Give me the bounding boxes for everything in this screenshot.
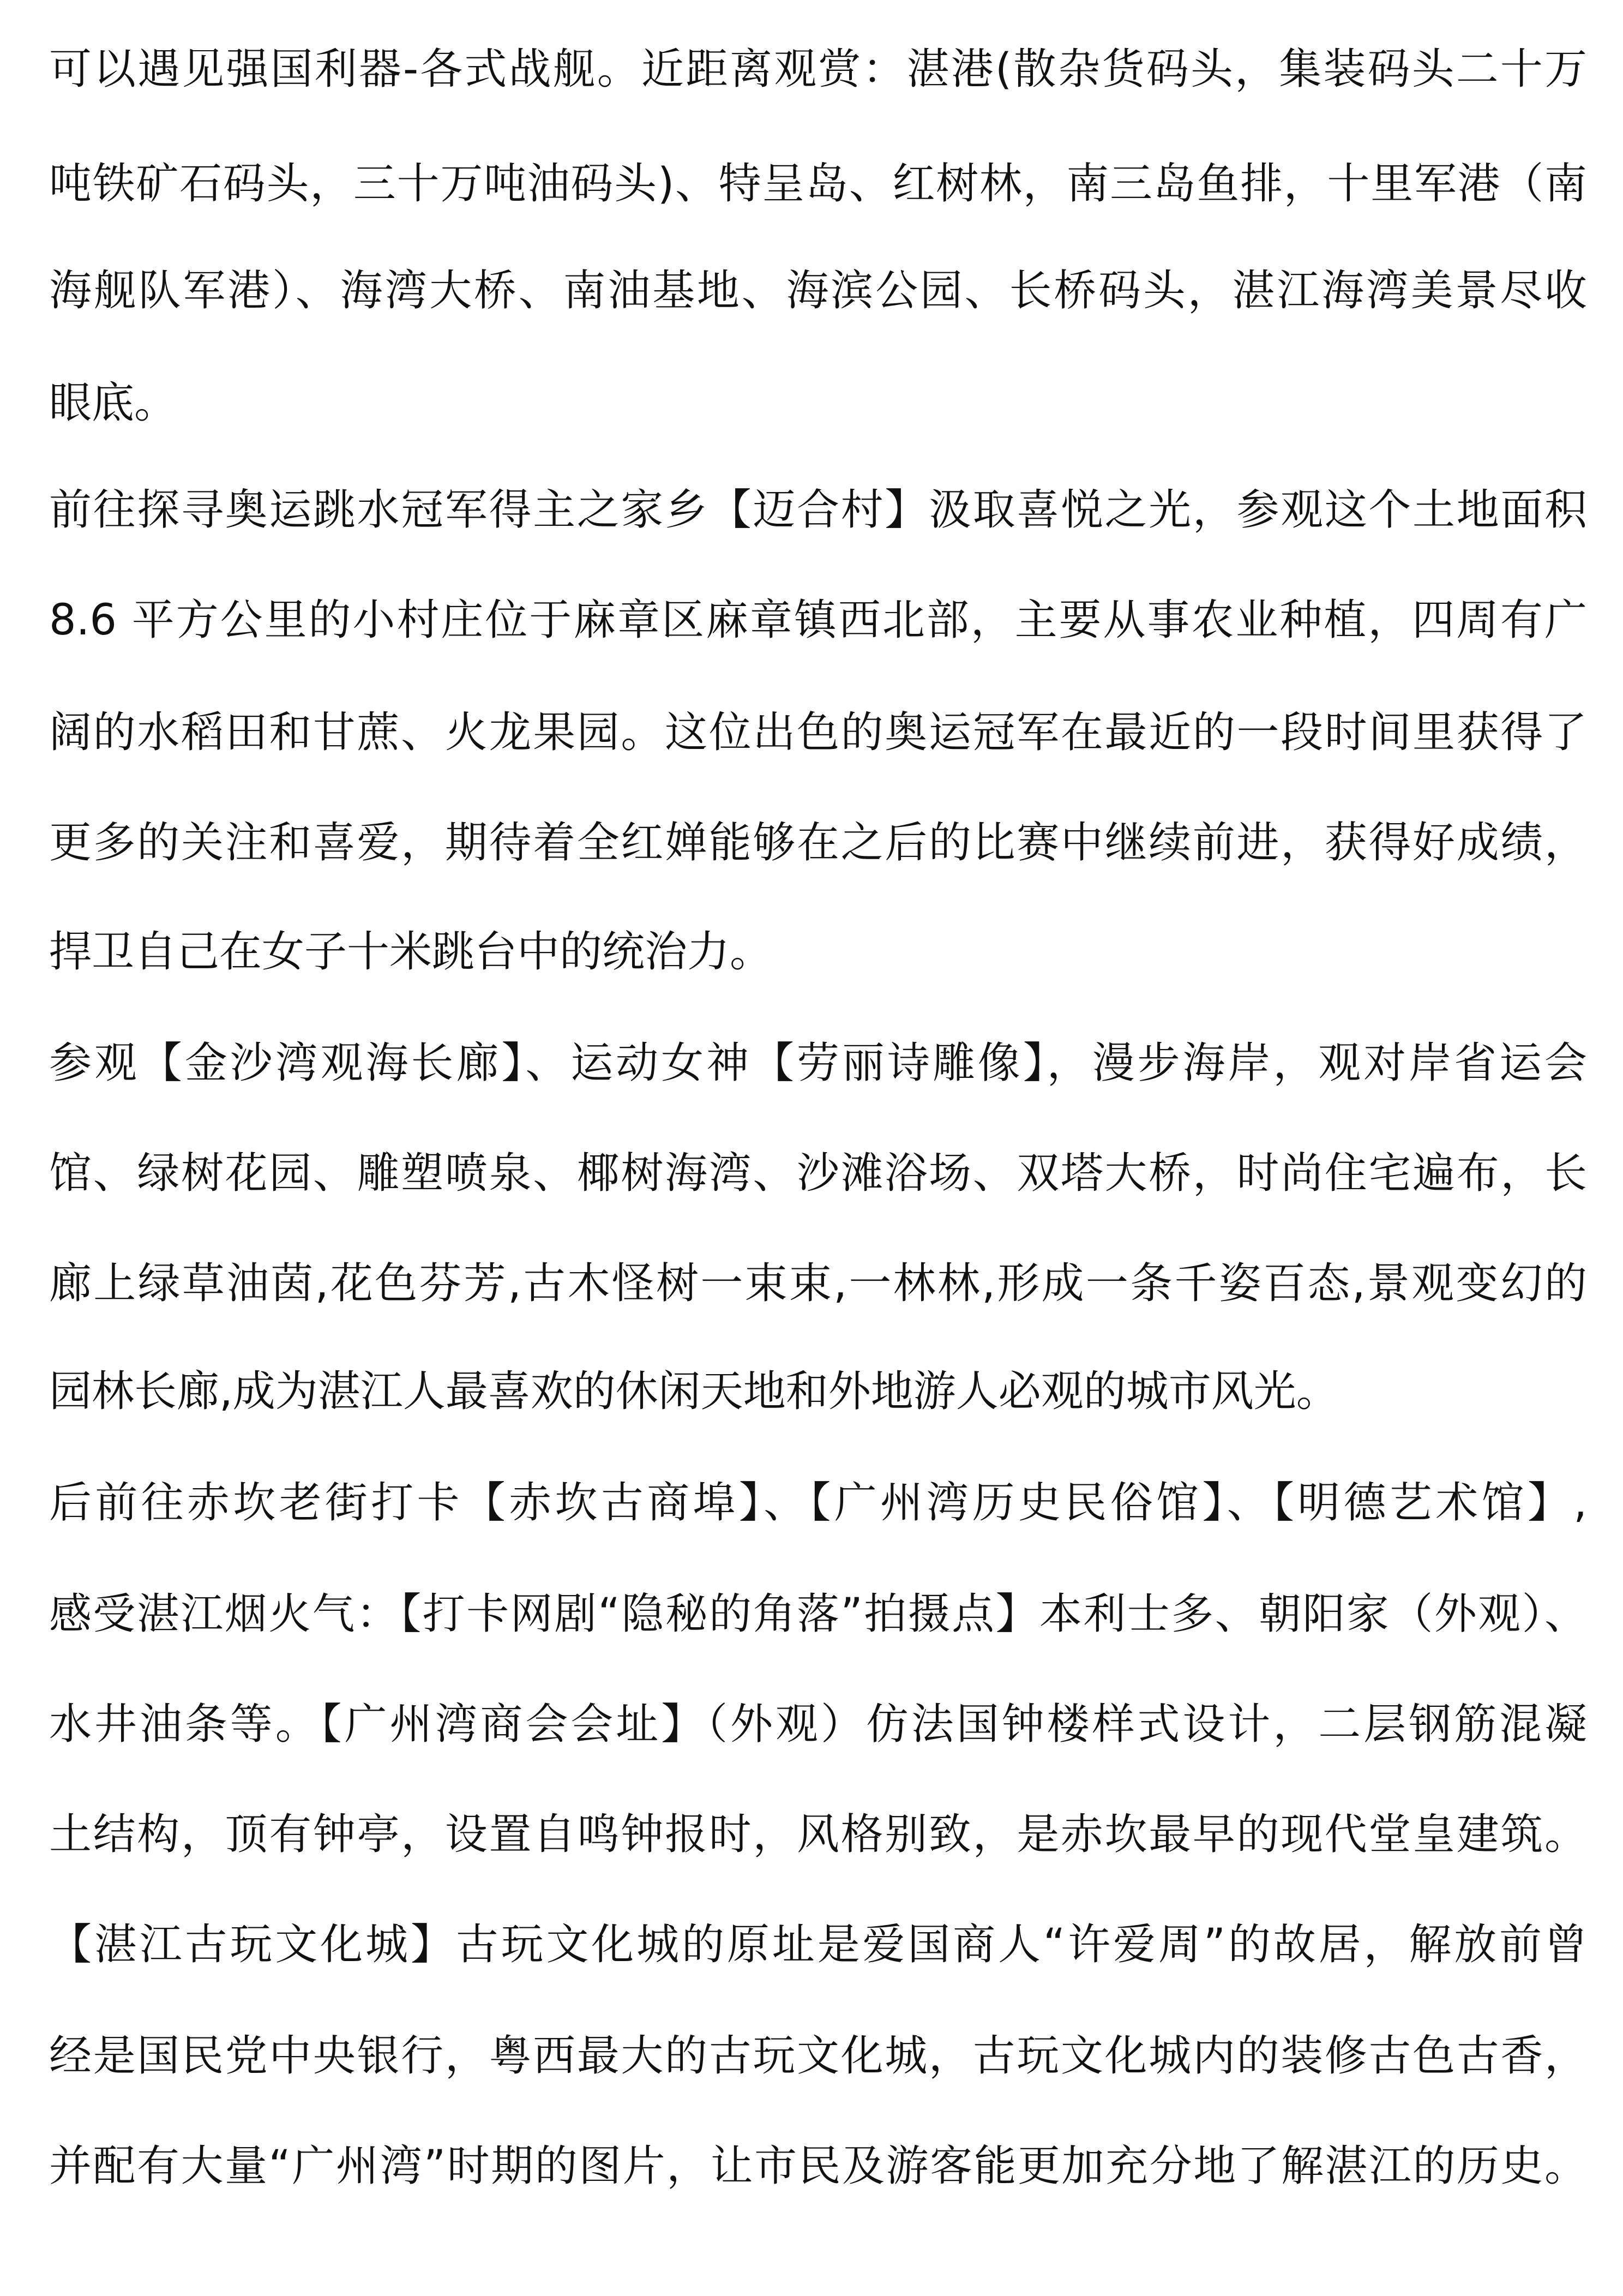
- text-line: 并配有大量“广州湾”时期的图片，让市民及游客能更加充分地了解湛江的历史。: [49, 2142, 1587, 2191]
- text-line: 园林长廊,成为湛江人最喜欢的休闲天地和外地游人必观的城市风光。: [49, 1367, 1339, 1416]
- text-line: 可以遇见强国利器-各式战舰。近距离观赏：湛港(散杂货码头，集装码头二十万: [49, 45, 1587, 94]
- text-line: 馆、绿树花园、雕塑喷泉、椰树海湾、沙滩浴场、双塔大桥，时尚住宅遍布，长: [49, 1149, 1587, 1198]
- text-line: 更多的关注和喜爱，期待着全红婵能够在之后的比赛中继续前进，获得好成绩，: [49, 818, 1587, 867]
- text-line: 经是国民党中央银行，粤西最大的古玩文化城，古玩文化城内的装修古色古香，: [49, 2031, 1587, 2081]
- text-line: 廊上绿草油茵,花色芬芳,古木怪树一束束,一林林,形成一条千姿百态,景观变幻的: [49, 1259, 1587, 1308]
- text-line: 参观【金沙湾观海长廊】、运动女神【劳丽诗雕像】，漫步海岸，观对岸省运会: [49, 1039, 1587, 1088]
- text-line: 后前往赤坎老街打卡【赤坎古商埠】、【广州湾历史民俗馆】、【明德艺术馆】,: [49, 1478, 1587, 1527]
- text-line: 水井油条等。【广州湾商会会址】（外观）仿法国钟楼样式设计，二层钢筋混凝: [49, 1700, 1587, 1749]
- text-line: 8.6 平方公里的小村庄位于麻章区麻章镇西北部，主要从事农业种植，四周有广: [49, 596, 1587, 645]
- document-page: [49, 0, 1587, 2296]
- text-line: 眼底。: [49, 379, 177, 428]
- text-line: 海舰队军港）、海湾大桥、南油基地、海滨公园、长桥码头，湛江海湾美景尽收: [49, 266, 1587, 315]
- text-line: 吨铁矿石码头，三十万吨油码头)、特呈岛、红树林，南三岛鱼排，十里军港（南: [49, 159, 1587, 208]
- text-line: 捍卫自己在女子十米跳台中的统治力。: [49, 927, 773, 976]
- text-line: 前往探寻奥运跳水冠军得主之家乡【迈合村】汲取喜悦之光，参观这个土地面积: [49, 485, 1587, 535]
- text-line: 土结构，顶有钟亭，设置自鸣钟报时，风格别致，是赤坎最早的现代堂皇建筑。: [49, 1810, 1587, 1859]
- text-line: 【湛江古玩文化城】古玩文化城的原址是爱国商人“许爱周”的故居，解放前曾: [49, 1920, 1587, 1969]
- text-line: 阔的水稻田和甘蔗、火龙果园。这位出色的奥运冠军在最近的一段时间里获得了: [49, 708, 1587, 757]
- text-line: 感受湛江烟火气：【打卡网剧“隐秘的角落”拍摄点】本利士多、朝阳家（外观）、: [49, 1590, 1587, 1639]
